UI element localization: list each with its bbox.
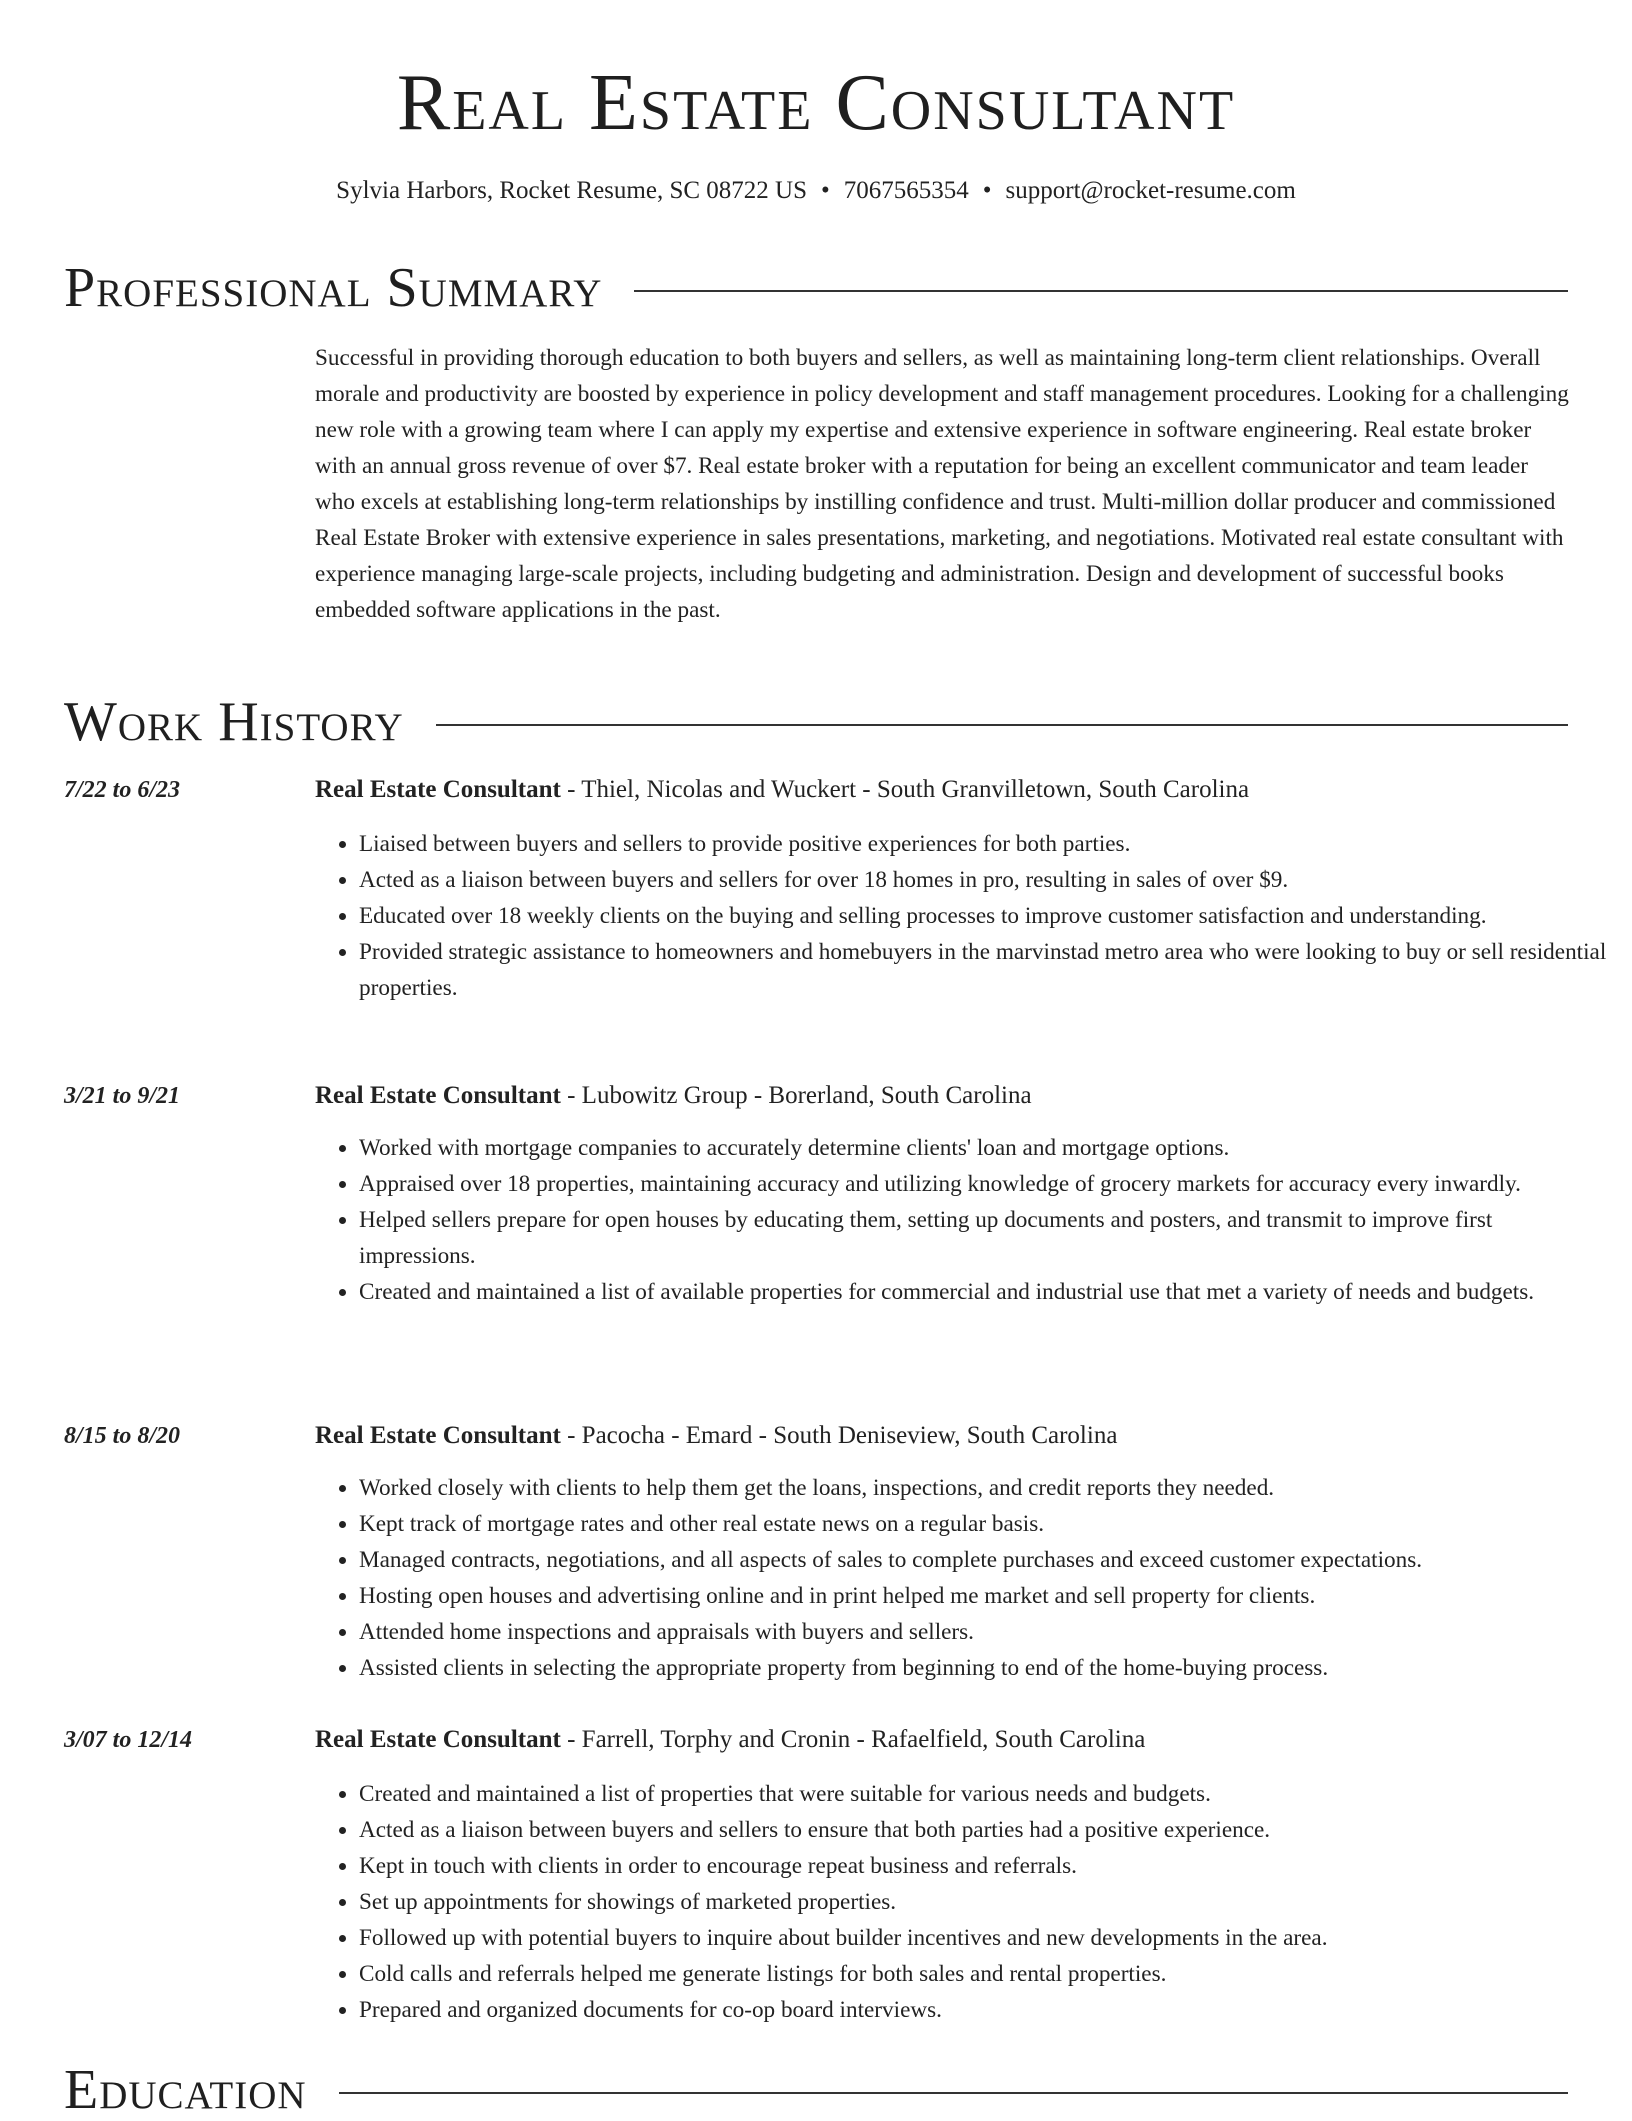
job-header	[315, 772, 1570, 808]
summary-text: Successful in providing thorough education to both buyers and sellers, as well as maintaining long-term client relationships. Overall morale and productivity are boosted by experience in policy development and staff management procedures. Looking for a challenging new role with a growing team where I can apply my expertise and extensive experience in software engineering. Real estate broker with an annual gross revenue of over $7. Real estate broker with a reputation for being an excellent communicator and team leader who excels at establishing long-term relationships by instilling confidence and trust. Multi-million dollar producer and commissioned Real Estate Broker with extensive experience in sales presentations, marketing, and negotiations. Motivated real estate consultant with experience managing large-scale projects, including budgeting and administration. Design and development of successful books embedded software applications in the past.	[315, 345, 1569, 623]
job-bullet: • Cold calls and referrals helped me generate listings for both sales and rental properties.	[359, 1956, 1614, 1992]
job-bullet: • Provided strategic assistance to homeowners and homebuyers in the marvinstad metro area who were looking to buy or sell residential properties.	[359, 934, 1614, 1006]
job-bullet: • Prepared and organized documents for co-op board interviews.	[359, 1992, 1614, 2028]
job-bullet: • Liaised between buyers and sellers to provide positive experiences for both parties.	[359, 826, 1614, 862]
job-bullet-list	[315, 1470, 1614, 1686]
job-bullet: • Kept in touch with clients in order to encourage repeat business and referrals.	[359, 1848, 1614, 1884]
work-history-section-header	[64, 692, 1568, 752]
summary-section-header	[64, 258, 1568, 318]
job-dates: 8/15 to 8/20	[64, 1423, 181, 1449]
job-bullet: • Created and maintained a list of available properties for commercial and industrial use that met a variety of needs and budgets.	[359, 1274, 1614, 1310]
summary-heading: Professional Summary	[64, 257, 603, 319]
job-bullet: • Worked closely with clients to help them get the loans, inspections, and credit reports they needed.	[359, 1470, 1614, 1506]
contact-separator: •	[821, 177, 830, 204]
job-bullet: • Kept track of mortgage rates and other real estate news on a regular basis.	[359, 1506, 1614, 1542]
contact-email: support@rocket-resume.com	[1005, 177, 1296, 204]
job-dates: 7/22 to 6/23	[64, 777, 181, 803]
work-history-heading: Work History	[64, 691, 404, 753]
education-section-header	[64, 2060, 1568, 2120]
job-role: Real Estate Consultant	[315, 1422, 561, 1449]
job-bullet: • Acted as a liaison between buyers and sellers to ensure that both parties had a positive experience.	[359, 1812, 1614, 1848]
job-header	[315, 1418, 1570, 1454]
job-bullet: • Acted as a liaison between buyers and sellers for over 18 homes in pro, resulting in sales of over $9.	[359, 862, 1614, 898]
contact-separator: •	[982, 177, 992, 204]
job-role: Real Estate Consultant	[315, 776, 561, 803]
job-employer: - Thiel, Nicolas and Wuckert - South Granvilletown, South Carolina	[560, 776, 1250, 803]
section-divider	[634, 290, 1568, 292]
resume-title: Real Estate Consultant	[396, 59, 1236, 147]
contact-line	[0, 174, 1632, 208]
job-bullet: • Educated over 18 weekly clients on the buying and selling processes to improve customer satisfaction and understanding.	[359, 898, 1614, 934]
job-bullet: • Hosting open houses and advertising online and in print helped me market and sell property for clients.	[359, 1578, 1614, 1614]
job-header	[315, 1722, 1570, 1758]
job-employer: - Pacocha - Emard - South Deniseview, South Carolina	[560, 1422, 1118, 1449]
section-divider	[436, 724, 1568, 726]
job-bullet: • Helped sellers prepare for open houses by educating them, setting up documents and posters, and transmit to improve first impressions.	[359, 1202, 1614, 1274]
job-bullet: • Assisted clients in selecting the appropriate property from beginning to end of the home-buying process.	[359, 1650, 1614, 1686]
job-role: Real Estate Consultant	[315, 1726, 561, 1753]
job-bullet: • Worked with mortgage companies to accurately determine clients' loan and mortgage options.	[359, 1130, 1614, 1166]
job-bullet-list	[315, 826, 1614, 1006]
education-heading: Education	[64, 2059, 307, 2121]
job-bullet: • Followed up with potential buyers to inquire about builder incentives and new developments in the area.	[359, 1920, 1614, 1956]
section-divider	[339, 2092, 1568, 2094]
job-role: Real Estate Consultant	[315, 1082, 561, 1109]
job-bullet: • Set up appointments for showings of marketed properties.	[359, 1884, 1614, 1920]
job-dates: 3/07 to 12/14	[64, 1727, 193, 1753]
job-dates: 3/21 to 9/21	[64, 1083, 181, 1109]
contact-address: Sylvia Harbors, Rocket Resume, SC 08722 US	[336, 177, 807, 204]
job-bullet-list	[315, 1776, 1614, 2028]
job-bullet-list	[315, 1130, 1614, 1310]
job-header	[315, 1078, 1570, 1114]
contact-phone: 7067565354	[843, 177, 969, 204]
job-bullet: • Attended home inspections and appraisals with buyers and sellers.	[359, 1614, 1614, 1650]
job-bullet: • Created and maintained a list of properties that were suitable for various needs and budgets.	[359, 1776, 1614, 1812]
job-bullet: • Managed contracts, negotiations, and all aspects of sales to complete purchases and exceed customer expectations.	[359, 1542, 1614, 1578]
job-bullet: • Appraised over 18 properties, maintaining accuracy and utilizing knowledge of grocery markets for accuracy every inwardly.	[359, 1166, 1614, 1202]
job-employer: - Farrell, Torphy and Cronin - Rafaelfield, South Carolina	[560, 1726, 1146, 1753]
job-employer: - Lubowitz Group - Borerland, South Carolina	[560, 1082, 1032, 1109]
